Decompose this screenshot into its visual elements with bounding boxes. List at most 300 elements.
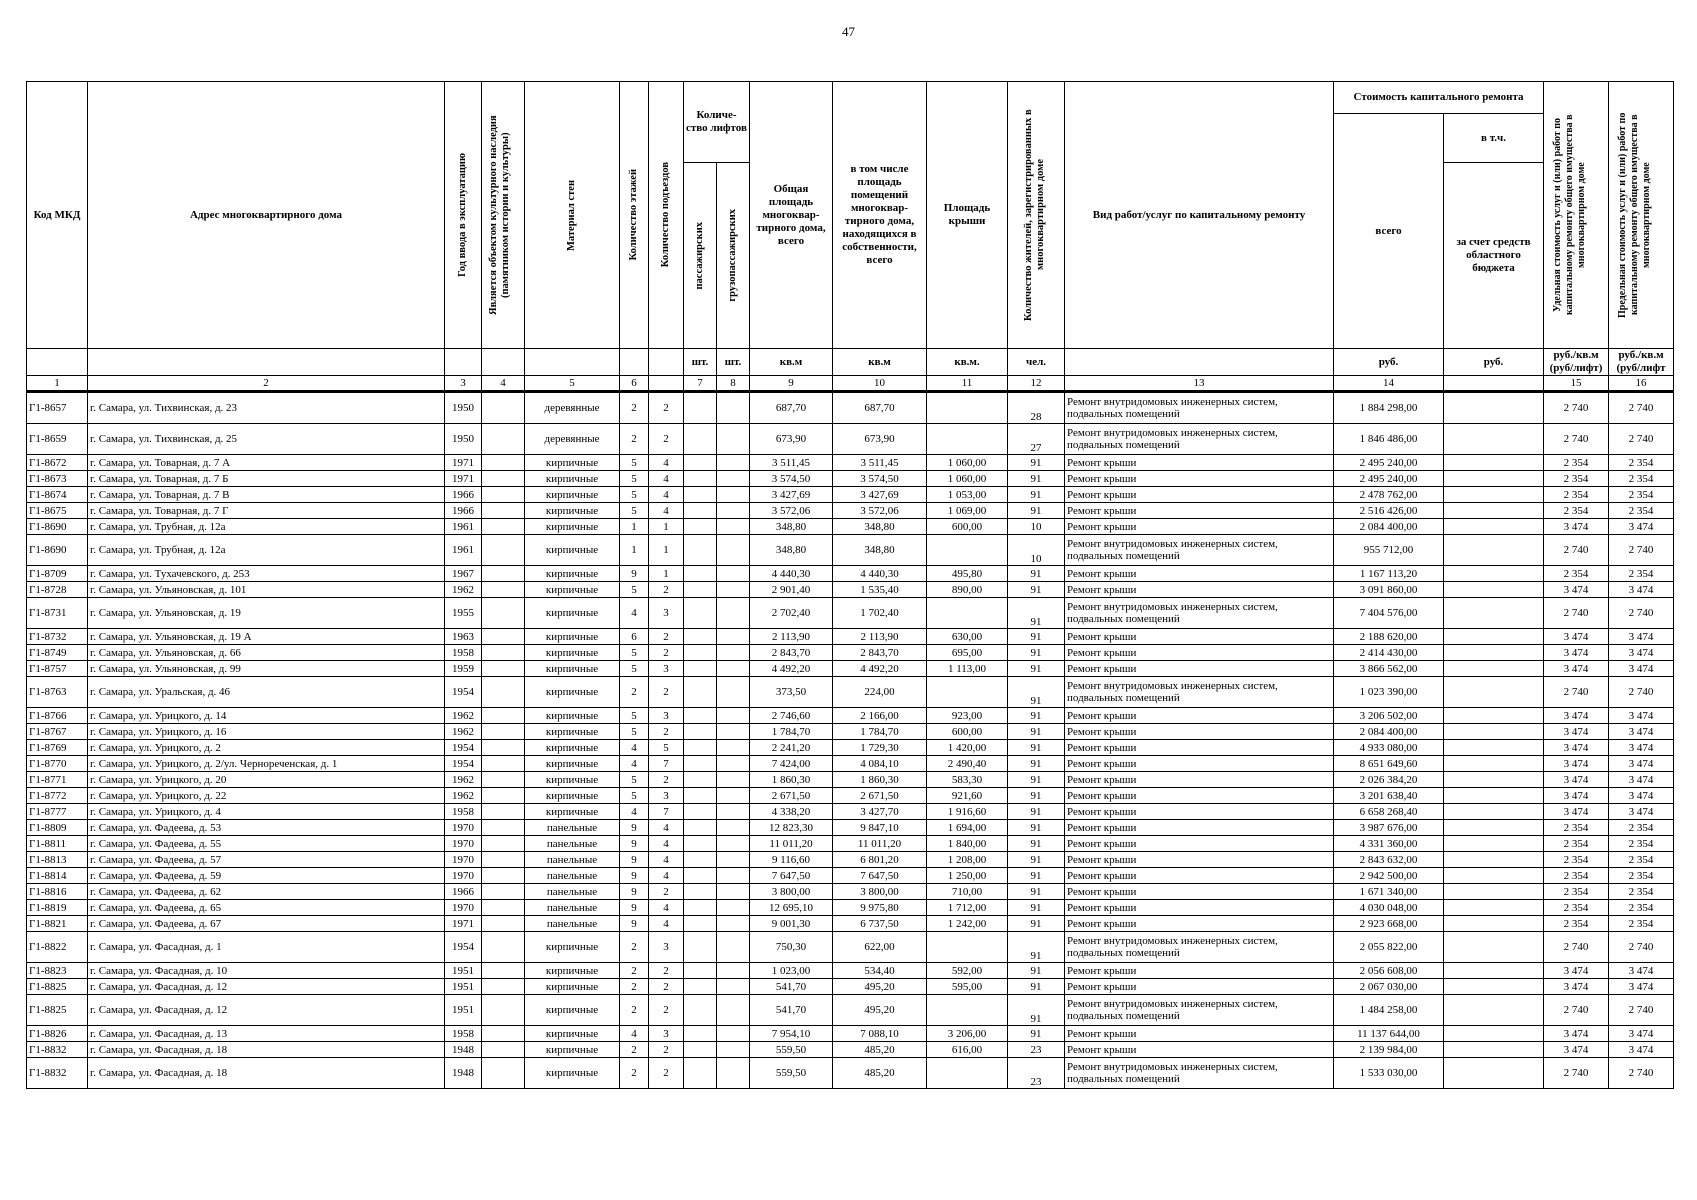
cell-owned-area: 6 737,50 <box>833 916 927 932</box>
cell-code: Г1-8672 <box>27 455 88 471</box>
cell-owned-area: 6 801,20 <box>833 852 927 868</box>
table-body <box>27 392 1674 1089</box>
cell-unit-cost: 3 474 <box>1544 788 1609 804</box>
cell-floors: 4 <box>620 804 649 820</box>
cell-lifts-freight <box>717 1042 750 1058</box>
cell-residents: 27 <box>1008 424 1065 455</box>
cell-year: 1958 <box>445 645 482 661</box>
table-row <box>27 471 1674 487</box>
cell-lifts-freight <box>717 566 750 582</box>
table-row <box>27 836 1674 852</box>
cell-heritage <box>482 804 525 820</box>
cell-cost-regional <box>1444 471 1544 487</box>
cell-code: Г1-8767 <box>27 724 88 740</box>
cell-wall: кирпичные <box>525 471 620 487</box>
cell-lifts-pass <box>684 708 717 724</box>
cell-lifts-freight <box>717 932 750 963</box>
cell-roof-area: 1 060,00 <box>927 471 1008 487</box>
cell-total-area: 2 241,20 <box>750 740 833 756</box>
cell-roof-area: 1 712,00 <box>927 900 1008 916</box>
cell-cost-regional <box>1444 788 1544 804</box>
cell-unit-cost: 2 354 <box>1544 503 1609 519</box>
cell-lifts-pass <box>684 677 717 708</box>
cell-unit-cost: 3 474 <box>1544 740 1609 756</box>
cell-floors: 6 <box>620 629 649 645</box>
cell-year: 1970 <box>445 852 482 868</box>
cell-roof-area: 1 916,60 <box>927 804 1008 820</box>
cell-year: 1950 <box>445 424 482 455</box>
cell-floors: 9 <box>620 900 649 916</box>
cell-wall: кирпичные <box>525 566 620 582</box>
cell-floors: 2 <box>620 932 649 963</box>
cell-residents: 10 <box>1008 519 1065 535</box>
cell-year: 1967 <box>445 566 482 582</box>
cell-heritage <box>482 884 525 900</box>
cell-unit-cost: 2 740 <box>1544 424 1609 455</box>
cell-total-area: 3 511,45 <box>750 455 833 471</box>
cell-residents: 91 <box>1008 820 1065 836</box>
cell-owned-area: 3 511,45 <box>833 455 927 471</box>
cell-roof-area: 1 069,00 <box>927 503 1008 519</box>
cell-heritage <box>482 756 525 772</box>
cell-limit-cost: 2 740 <box>1609 932 1674 963</box>
header-unit-cost: Удельная стоимость услуг и (или) работ по капитальному ремонту общего имущества в многоквартирном доме <box>1544 82 1609 349</box>
header-floors: Количество этажей <box>620 82 649 349</box>
cell-unit-cost: 3 474 <box>1544 661 1609 677</box>
cell-entrances: 4 <box>649 836 684 852</box>
cell-entrances: 2 <box>649 392 684 424</box>
cell-lifts-pass <box>684 582 717 598</box>
cell-limit-cost: 3 474 <box>1609 724 1674 740</box>
cell-roof-area: 1 053,00 <box>927 487 1008 503</box>
cell-address: г. Самара, ул. Урицкого, д. 20 <box>88 772 445 788</box>
table-row <box>27 963 1674 979</box>
cell-lifts-pass <box>684 740 717 756</box>
cell-limit-cost: 2 740 <box>1609 995 1674 1026</box>
cell-floors: 9 <box>620 852 649 868</box>
cell-total-area: 12 823,30 <box>750 820 833 836</box>
cell-cost-total: 1 846 486,00 <box>1334 424 1444 455</box>
cell-year: 1966 <box>445 884 482 900</box>
cell-heritage <box>482 503 525 519</box>
cell-owned-area: 2 671,50 <box>833 788 927 804</box>
cell-entrances: 1 <box>649 519 684 535</box>
cell-unit-cost: 3 474 <box>1544 519 1609 535</box>
cell-residents: 91 <box>1008 487 1065 503</box>
cell-lifts-freight <box>717 995 750 1026</box>
cell-address: г. Самара, ул. Урицкого, д. 2 <box>88 740 445 756</box>
cell-floors: 4 <box>620 598 649 629</box>
cell-unit-cost: 3 474 <box>1544 804 1609 820</box>
cell-address: г. Самара, ул. Фадеева, д. 62 <box>88 884 445 900</box>
cell-total-area: 373,50 <box>750 677 833 708</box>
cell-residents: 91 <box>1008 724 1065 740</box>
cell-wall: панельные <box>525 884 620 900</box>
cell-code: Г1-8690 <box>27 519 88 535</box>
cell-lifts-pass <box>684 836 717 852</box>
cell-address: г. Самара, ул. Фасадная, д. 12 <box>88 995 445 1026</box>
cell-heritage <box>482 708 525 724</box>
cell-unit-cost: 3 474 <box>1544 1026 1609 1042</box>
cell-cost-regional <box>1444 868 1544 884</box>
cell-unit-cost: 2 354 <box>1544 852 1609 868</box>
cell-code: Г1-8821 <box>27 916 88 932</box>
cell-floors: 1 <box>620 535 649 566</box>
cell-floors: 1 <box>620 519 649 535</box>
cell-code: Г1-8731 <box>27 598 88 629</box>
cell-cost-regional <box>1444 455 1544 471</box>
cell-residents: 91 <box>1008 963 1065 979</box>
cell-total-area: 348,80 <box>750 535 833 566</box>
cell-cost-total: 2 516 426,00 <box>1334 503 1444 519</box>
cell-floors: 5 <box>620 788 649 804</box>
cell-total-area: 541,70 <box>750 995 833 1026</box>
cell-address: г. Самара, ул. Трубная, д. 12а <box>88 535 445 566</box>
cell-lifts-pass <box>684 392 717 424</box>
cell-floors: 4 <box>620 756 649 772</box>
cell-unit-cost: 3 474 <box>1544 724 1609 740</box>
cell-year: 1959 <box>445 661 482 677</box>
cell-year: 1971 <box>445 916 482 932</box>
cell-limit-cost: 2 740 <box>1609 392 1674 424</box>
cell-cost-total: 1 167 113,20 <box>1334 566 1444 582</box>
cell-limit-cost: 3 474 <box>1609 804 1674 820</box>
cell-cost-regional <box>1444 932 1544 963</box>
cell-floors: 5 <box>620 661 649 677</box>
cell-code: Г1-8816 <box>27 884 88 900</box>
cell-unit-cost: 2 740 <box>1544 995 1609 1026</box>
cell-limit-cost: 2 354 <box>1609 471 1674 487</box>
cell-limit-cost: 2 740 <box>1609 677 1674 708</box>
cell-roof-area: 630,00 <box>927 629 1008 645</box>
unit-rub-per-sqm: руб./кв.м (руб/лифт <box>1609 349 1674 376</box>
cell-lifts-pass <box>684 424 717 455</box>
cell-wall: кирпичные <box>525 740 620 756</box>
cell-residents: 91 <box>1008 788 1065 804</box>
cell-wall: кирпичные <box>525 661 620 677</box>
cell-entrances: 3 <box>649 1026 684 1042</box>
cell-lifts-pass <box>684 900 717 916</box>
cell-year: 1961 <box>445 535 482 566</box>
cell-wall: кирпичные <box>525 932 620 963</box>
cell-address: г. Самара, ул. Фадеева, д. 53 <box>88 820 445 836</box>
cell-code: Г1-8728 <box>27 582 88 598</box>
cell-code: Г1-8659 <box>27 424 88 455</box>
cell-code: Г1-8832 <box>27 1042 88 1058</box>
cell-residents: 91 <box>1008 582 1065 598</box>
cell-roof-area: 1 113,00 <box>927 661 1008 677</box>
cell-work: Ремонт крыши <box>1065 724 1334 740</box>
cell-owned-area: 2 843,70 <box>833 645 927 661</box>
cell-year: 1962 <box>445 708 482 724</box>
cell-total-area: 9 001,30 <box>750 916 833 932</box>
cell-entrances: 4 <box>649 916 684 932</box>
cell-lifts-freight <box>717 455 750 471</box>
cell-cost-regional <box>1444 424 1544 455</box>
cell-lifts-pass <box>684 519 717 535</box>
table-row <box>27 677 1674 708</box>
cell-address: г. Самара, ул. Фасадная, д. 18 <box>88 1058 445 1089</box>
cell-code: Г1-8757 <box>27 661 88 677</box>
cell-address: г. Самара, ул. Фасадная, д. 12 <box>88 979 445 995</box>
cell-unit-cost: 2 740 <box>1544 392 1609 424</box>
cell-lifts-freight <box>717 868 750 884</box>
cell-total-area: 1 860,30 <box>750 772 833 788</box>
cell-address: г. Самара, ул. Ульяновская, д. 66 <box>88 645 445 661</box>
cell-floors: 4 <box>620 1026 649 1042</box>
cell-address: г. Самара, ул. Урицкого, д. 4 <box>88 804 445 820</box>
cell-heritage <box>482 995 525 1026</box>
cell-lifts-freight <box>717 629 750 645</box>
cell-limit-cost: 3 474 <box>1609 1026 1674 1042</box>
table-row <box>27 503 1674 519</box>
cell-total-area: 7 647,50 <box>750 868 833 884</box>
cell-total-area: 4 440,30 <box>750 566 833 582</box>
cell-lifts-pass <box>684 788 717 804</box>
header-cost-total: всего <box>1334 114 1444 349</box>
cell-roof-area: 921,60 <box>927 788 1008 804</box>
cell-roof-area: 495,80 <box>927 566 1008 582</box>
cell-lifts-pass <box>684 487 717 503</box>
cell-cost-regional <box>1444 392 1544 424</box>
cell-total-area: 3 800,00 <box>750 884 833 900</box>
cell-lifts-freight <box>717 661 750 677</box>
cell-wall: кирпичные <box>525 519 620 535</box>
column-number: 5 <box>525 376 620 392</box>
cell-roof-area: 595,00 <box>927 979 1008 995</box>
cell-address: г. Самара, ул. Ульяновская, д. 19 А <box>88 629 445 645</box>
cell-roof-area: 600,00 <box>927 519 1008 535</box>
cell-heritage <box>482 852 525 868</box>
cell-limit-cost: 3 474 <box>1609 740 1674 756</box>
cell-limit-cost: 2 740 <box>1609 424 1674 455</box>
table-row <box>27 788 1674 804</box>
table-row <box>27 519 1674 535</box>
cell-lifts-pass <box>684 1026 717 1042</box>
cell-heritage <box>482 772 525 788</box>
cell-code: Г1-8809 <box>27 820 88 836</box>
cell-owned-area: 348,80 <box>833 535 927 566</box>
cell-year: 1948 <box>445 1042 482 1058</box>
cell-lifts-pass <box>684 932 717 963</box>
cell-entrances: 3 <box>649 598 684 629</box>
cell-cost-regional <box>1444 487 1544 503</box>
cell-heritage <box>482 836 525 852</box>
header-work: Вид работ/услуг по капитальному ремонту <box>1065 82 1334 349</box>
cell-cost-regional <box>1444 963 1544 979</box>
cell-roof-area: 1 060,00 <box>927 455 1008 471</box>
cell-limit-cost: 3 474 <box>1609 645 1674 661</box>
cell-year: 1948 <box>445 1058 482 1089</box>
cell-entrances: 7 <box>649 756 684 772</box>
cell-lifts-pass <box>684 804 717 820</box>
cell-unit-cost: 2 740 <box>1544 1058 1609 1089</box>
cell-owned-area: 485,20 <box>833 1042 927 1058</box>
cell-code: Г1-8674 <box>27 487 88 503</box>
cell-owned-area: 485,20 <box>833 1058 927 1089</box>
table-row <box>27 566 1674 582</box>
column-number: 7 <box>684 376 717 392</box>
unit-rub: руб. <box>1334 349 1444 376</box>
cell-work: Ремонт крыши <box>1065 645 1334 661</box>
cell-total-area: 348,80 <box>750 519 833 535</box>
table-row <box>27 598 1674 629</box>
cell-limit-cost: 3 474 <box>1609 1042 1674 1058</box>
header-roof-area: Площадь крыши <box>927 82 1008 349</box>
cell-heritage <box>482 900 525 916</box>
cell-cost-total: 1 884 298,00 <box>1334 392 1444 424</box>
cell-work: Ремонт крыши <box>1065 1042 1334 1058</box>
cell-code: Г1-8826 <box>27 1026 88 1042</box>
cell-wall: кирпичные <box>525 756 620 772</box>
cell-cost-total: 2 414 430,00 <box>1334 645 1444 661</box>
cell-work: Ремонт крыши <box>1065 804 1334 820</box>
unit-pcs: шт. <box>717 349 750 376</box>
cell-year: 1961 <box>445 519 482 535</box>
cell-lifts-pass <box>684 566 717 582</box>
cell-lifts-freight <box>717 963 750 979</box>
cell-residents: 91 <box>1008 852 1065 868</box>
cell-entrances: 2 <box>649 772 684 788</box>
cell-lifts-pass <box>684 963 717 979</box>
cell-entrances: 2 <box>649 1058 684 1089</box>
header-total-area: Общая площадь многоквар-тирного дома, всего <box>750 82 833 349</box>
cell-floors: 5 <box>620 582 649 598</box>
cell-cost-total: 2 056 608,00 <box>1334 963 1444 979</box>
header-cost: Стоимость капитального ремонта <box>1334 82 1544 114</box>
cell-total-area: 559,50 <box>750 1058 833 1089</box>
column-number: 13 <box>1065 376 1334 392</box>
cell-limit-cost: 2 354 <box>1609 916 1674 932</box>
cell-cost-regional <box>1444 677 1544 708</box>
cell-total-area: 541,70 <box>750 979 833 995</box>
table-row <box>27 756 1674 772</box>
header-cost-incl: в т.ч. <box>1444 114 1544 163</box>
column-number: 2 <box>88 376 445 392</box>
cell-heritage <box>482 916 525 932</box>
cell-wall: кирпичные <box>525 1058 620 1089</box>
header-owned-area: в том числе площадь помещений многоквар-тирного дома, находящихся в собственности, всего <box>833 82 927 349</box>
header-lifts: Количе-ство лифтов <box>684 82 750 163</box>
cell-roof-area: 695,00 <box>927 645 1008 661</box>
cell-owned-area: 11 011,20 <box>833 836 927 852</box>
cell-owned-area: 3 572,06 <box>833 503 927 519</box>
cell-year: 1970 <box>445 900 482 916</box>
cell-unit-cost: 2 354 <box>1544 820 1609 836</box>
cell-wall: кирпичные <box>525 995 620 1026</box>
cell-total-area: 4 492,20 <box>750 661 833 677</box>
cell-roof-area: 1 840,00 <box>927 836 1008 852</box>
cell-year: 1962 <box>445 582 482 598</box>
cell-code: Г1-8825 <box>27 979 88 995</box>
cell-cost-total: 2 139 984,00 <box>1334 1042 1444 1058</box>
cell-floors: 4 <box>620 740 649 756</box>
cell-cost-total: 3 091 860,00 <box>1334 582 1444 598</box>
cell-cost-total: 4 933 080,00 <box>1334 740 1444 756</box>
unit-people: чел. <box>1008 349 1065 376</box>
cell-lifts-freight <box>717 884 750 900</box>
cell-roof-area <box>927 392 1008 424</box>
cell-wall: панельные <box>525 916 620 932</box>
cell-roof-area: 923,00 <box>927 708 1008 724</box>
cell-unit-cost: 2 354 <box>1544 868 1609 884</box>
cell-cost-total: 3 201 638,40 <box>1334 788 1444 804</box>
cell-year: 1951 <box>445 995 482 1026</box>
cell-lifts-freight <box>717 392 750 424</box>
cell-entrances: 3 <box>649 932 684 963</box>
cell-residents: 91 <box>1008 645 1065 661</box>
cell-total-area: 12 695,10 <box>750 900 833 916</box>
cell-residents: 91 <box>1008 708 1065 724</box>
cell-floors: 5 <box>620 645 649 661</box>
unit-sqm: кв.м. <box>927 349 1008 376</box>
cell-work: Ремонт крыши <box>1065 455 1334 471</box>
cell-limit-cost: 2 740 <box>1609 598 1674 629</box>
header-residents: Количество жителей, зарегистрированных в многоквартирном доме <box>1008 82 1065 349</box>
cell-lifts-pass <box>684 820 717 836</box>
cell-wall: кирпичные <box>525 724 620 740</box>
cell-work: Ремонт крыши <box>1065 836 1334 852</box>
cell-year: 1971 <box>445 471 482 487</box>
cell-lifts-pass <box>684 995 717 1026</box>
cell-total-area: 7 954,10 <box>750 1026 833 1042</box>
unit-rub: руб. <box>1444 349 1544 376</box>
cell-lifts-freight <box>717 979 750 995</box>
cell-work: Ремонт крыши <box>1065 582 1334 598</box>
cell-lifts-freight <box>717 503 750 519</box>
cell-wall: кирпичные <box>525 535 620 566</box>
cell-cost-total: 3 206 502,00 <box>1334 708 1444 724</box>
cell-work: Ремонт крыши <box>1065 979 1334 995</box>
table-row <box>27 661 1674 677</box>
cell-unit-cost: 3 474 <box>1544 1042 1609 1058</box>
table-row <box>27 1058 1674 1089</box>
cell-cost-regional <box>1444 900 1544 916</box>
cell-total-area: 2 702,40 <box>750 598 833 629</box>
cell-work: Ремонт крыши <box>1065 772 1334 788</box>
header-address: Адрес многоквартирного дома <box>88 82 445 349</box>
cell-cost-total: 7 404 576,00 <box>1334 598 1444 629</box>
cell-residents: 91 <box>1008 756 1065 772</box>
cell-work: Ремонт крыши <box>1065 868 1334 884</box>
cell-heritage <box>482 582 525 598</box>
table-row <box>27 455 1674 471</box>
table-row <box>27 868 1674 884</box>
cell-roof-area <box>927 1058 1008 1089</box>
cell-residents: 91 <box>1008 455 1065 471</box>
cell-cost-regional <box>1444 852 1544 868</box>
cell-entrances: 4 <box>649 868 684 884</box>
header-limit-cost: Предельная стоимость услуг и (или) работ по капитальному ремонту общего имущества в многоквартирном доме <box>1609 82 1674 349</box>
units-row <box>27 349 1674 376</box>
cell-year: 1962 <box>445 788 482 804</box>
cell-residents: 91 <box>1008 868 1065 884</box>
cell-lifts-freight <box>717 535 750 566</box>
cell-limit-cost: 3 474 <box>1609 772 1674 788</box>
column-number: 8 <box>717 376 750 392</box>
cell-cost-total: 11 137 644,00 <box>1334 1026 1444 1042</box>
cell-owned-area: 1 535,40 <box>833 582 927 598</box>
cell-lifts-pass <box>684 455 717 471</box>
cell-cost-total: 8 651 649,60 <box>1334 756 1444 772</box>
cell-floors: 2 <box>620 1058 649 1089</box>
cell-floors: 2 <box>620 392 649 424</box>
table-row <box>27 772 1674 788</box>
cell-entrances: 2 <box>649 629 684 645</box>
cell-owned-area: 1 729,30 <box>833 740 927 756</box>
cell-code: Г1-8814 <box>27 868 88 884</box>
cell-code: Г1-8749 <box>27 645 88 661</box>
